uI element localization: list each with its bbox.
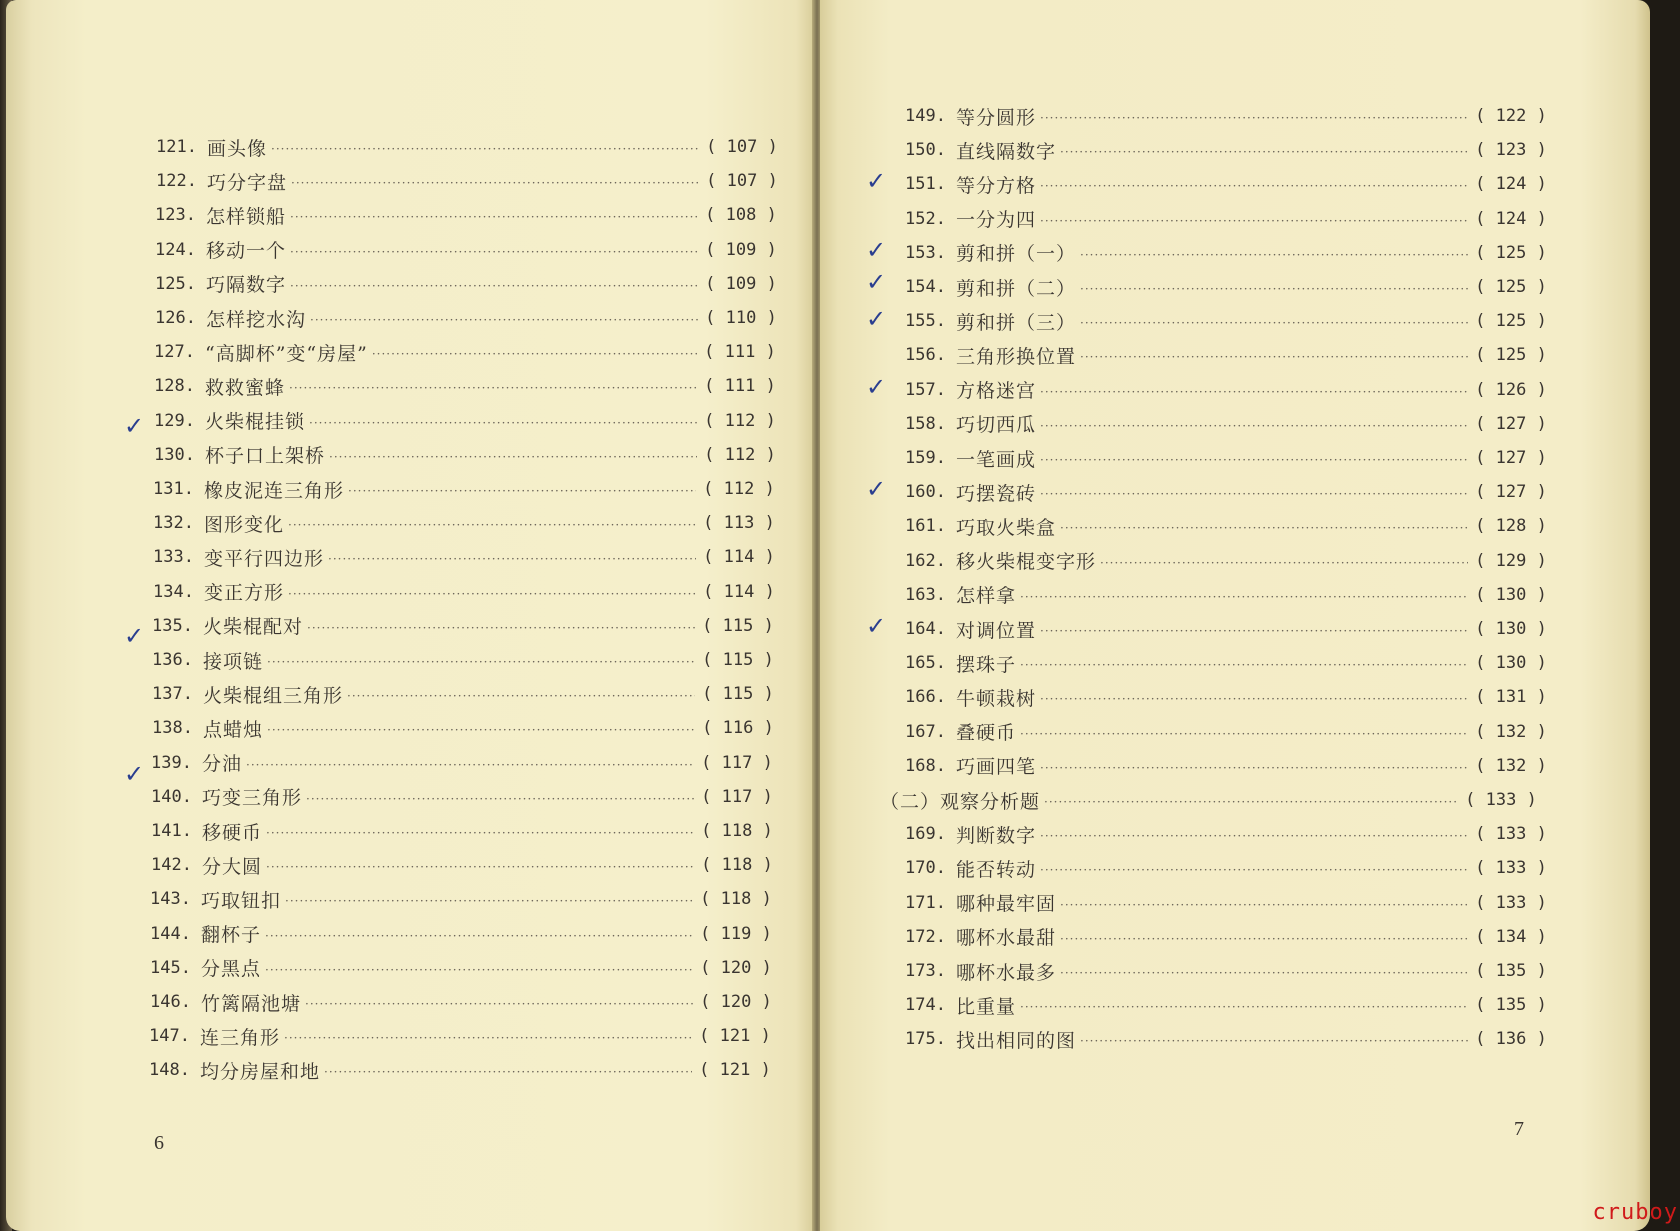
toc-entry [890, 612, 1550, 646]
left-page [6, 0, 818, 1231]
leader-dots [1040, 863, 1468, 877]
toc-entry-page: ( 112 ) [704, 444, 776, 465]
toc-entry-number: 140. [151, 786, 192, 807]
leader-dots [1060, 966, 1468, 980]
leader-dots [1100, 556, 1468, 570]
toc-entry-page: ( 114 ) [703, 581, 775, 602]
toc-entry-title: 救救蜜蜂 [205, 376, 286, 399]
leader-dots [266, 826, 694, 840]
toc-entry-number: 169. [905, 824, 946, 845]
toc-entry-page: ( 127 ) [1475, 482, 1547, 503]
toc-entry-page: ( 131 ) [1475, 687, 1547, 708]
toc-entry-title: 直线隔数字 [956, 140, 1057, 163]
toc-entry [890, 407, 1550, 441]
leader-dots [1020, 727, 1468, 741]
toc-entry-page: ( 127 ) [1475, 448, 1547, 468]
leader-dots [290, 210, 698, 224]
left-page-number: 6 [154, 1132, 164, 1154]
leader-dots [309, 416, 697, 430]
leader-dots [1020, 590, 1468, 604]
toc-entry-title: 牛顿栽树 [956, 687, 1037, 710]
check-mark-icon: ✓ [866, 612, 887, 640]
toc-entry-page: ( 109 ) [705, 239, 777, 260]
toc-entry-number: 160. [905, 482, 946, 503]
toc-entry-page: ( 108 ) [705, 205, 777, 226]
leader-dots [290, 245, 698, 259]
toc-entry [135, 882, 775, 916]
toc-entry-number: 124. [155, 239, 196, 260]
toc-entry-title: 巧取钮扣 [201, 889, 282, 912]
toc-entry-number: 155. [905, 311, 946, 332]
toc-entry [135, 951, 775, 985]
toc-entry [890, 954, 1550, 988]
toc-entry [890, 304, 1550, 338]
leader-dots [324, 1065, 692, 1079]
leader-dots [288, 587, 696, 601]
toc-entry-number: 154. [905, 277, 946, 297]
toc-entry [890, 988, 1550, 1022]
toc-entry-page: ( 136 ) [1475, 1029, 1547, 1050]
toc-entry-page: ( 123 ) [1475, 140, 1547, 161]
toc-entry [135, 985, 775, 1019]
toc-entry-title: 均分房屋和地 [200, 1060, 321, 1083]
toc-entry-number: 144. [150, 923, 191, 944]
check-mark-icon: ✓ [866, 167, 887, 195]
toc-entry [139, 404, 779, 438]
leader-dots [328, 552, 696, 566]
toc-entry-title: 分大圆 [202, 855, 263, 878]
toc-entry-title: 一分为四 [956, 209, 1037, 232]
toc-entry [890, 817, 1550, 851]
toc-entry-page: ( 107 ) [706, 171, 778, 192]
toc-entry [138, 506, 778, 540]
toc-entry-page: ( 115 ) [702, 650, 774, 670]
toc-entry-number: 131. [153, 479, 194, 499]
toc-entry-page: ( 127 ) [1475, 413, 1547, 434]
leader-dots [1020, 1000, 1468, 1014]
toc-entry [139, 369, 779, 403]
toc-entry-page: ( 115 ) [702, 615, 774, 636]
toc-entry [890, 99, 1550, 133]
leader-dots [1060, 898, 1468, 912]
toc-section-heading [880, 783, 1540, 817]
toc-entry-page: ( 117 ) [701, 752, 773, 773]
toc-entry [138, 540, 778, 574]
toc-entry-number: 146. [150, 992, 191, 1012]
toc-entry [136, 780, 776, 814]
toc-entry-number: 121. [156, 137, 197, 157]
toc-entry-number: 145. [150, 957, 191, 978]
check-mark-icon: ✓ [124, 622, 145, 650]
leader-dots [285, 894, 693, 908]
toc-entry-title: （二）观察分析题 [880, 790, 1041, 813]
toc-entry-title: 巧切西瓜 [956, 414, 1037, 437]
leader-dots [307, 621, 695, 635]
toc-entry-title: 连三角形 [200, 1026, 281, 1049]
toc-entry-number: 151. [905, 174, 946, 195]
toc-entry-title: 对调位置 [956, 619, 1037, 642]
toc-entry-title: 巧画四笔 [956, 756, 1037, 779]
toc-entry-page: ( 126 ) [1475, 379, 1547, 400]
toc-entry-number: 123. [155, 205, 196, 226]
toc-entry [890, 475, 1550, 509]
toc-entry-title: 一笔画成 [956, 448, 1037, 471]
toc-entry-page: ( 133 ) [1465, 790, 1537, 810]
toc-entry [140, 198, 780, 232]
leader-dots [288, 518, 696, 532]
leader-dots [246, 758, 694, 772]
toc-entry-title: 巧取火柴盒 [956, 516, 1057, 539]
leader-dots [267, 723, 695, 737]
leader-dots [310, 313, 698, 327]
toc-entry-page: ( 112 ) [704, 410, 776, 431]
leader-dots [289, 381, 697, 395]
toc-entry-number: 136. [152, 650, 193, 670]
toc-entry-title: 火柴棍配对 [203, 616, 304, 639]
toc-entry-title: 移火柴棍变字形 [956, 551, 1097, 574]
toc-entry-page: ( 134 ) [1475, 926, 1547, 947]
toc-entry-page: ( 125 ) [1475, 277, 1547, 297]
toc-entry-number: 152. [905, 208, 946, 229]
toc-entry-number: 126. [155, 308, 196, 328]
toc-entry-number: 135. [152, 615, 193, 636]
toc-entry-page: ( 112 ) [703, 479, 775, 499]
toc-entry-title: 移硬币 [202, 821, 263, 844]
toc-entry-page: ( 130 ) [1475, 653, 1547, 674]
toc-entry-number: 173. [905, 961, 946, 981]
toc-entry [140, 301, 780, 335]
toc-entry [140, 233, 780, 267]
toc-entry-number: 168. [905, 755, 946, 776]
leader-dots [347, 689, 695, 703]
toc-entry [136, 746, 776, 780]
toc-entry-page: ( 120 ) [700, 957, 772, 978]
toc-entry [134, 1019, 774, 1053]
toc-entry-number: 132. [153, 513, 194, 534]
leader-dots [1080, 316, 1468, 330]
toc-entry-title: 怎样挖水沟 [206, 308, 307, 331]
toc-entry [890, 373, 1550, 407]
toc-entry-title: 剪和拼（一） [956, 243, 1077, 266]
toc-entry-title: 分黑点 [201, 958, 262, 981]
toc-entry [137, 711, 777, 745]
toc-entry-number: 147. [149, 1026, 190, 1047]
leader-dots [329, 450, 697, 464]
leader-dots [1060, 521, 1468, 535]
toc-entry-number: 175. [905, 1029, 946, 1050]
toc-entry-page: ( 114 ) [703, 547, 775, 568]
toc-entry-page: ( 133 ) [1475, 824, 1547, 845]
toc-entry-number: 157. [905, 379, 946, 400]
toc-entry-number: 167. [905, 721, 946, 742]
right-page [820, 0, 1650, 1231]
toc-entry-number: 163. [905, 584, 946, 605]
toc-entry-page: ( 119 ) [700, 923, 772, 944]
toc-entry-page: ( 121 ) [699, 1060, 771, 1081]
toc-entry-page: ( 133 ) [1475, 892, 1547, 913]
toc-entry [890, 646, 1550, 680]
toc-entry-page: ( 118 ) [700, 889, 772, 910]
toc-entry-page: ( 118 ) [701, 855, 773, 876]
toc-entry-page: ( 118 ) [701, 821, 773, 841]
toc-entry-title: 移动一个 [206, 240, 287, 263]
leader-dots [1040, 111, 1468, 125]
toc-entry [890, 851, 1550, 885]
toc-entry [890, 920, 1550, 954]
toc-entry [140, 267, 780, 301]
toc-entry-page: ( 111 ) [704, 376, 776, 397]
toc-entry [136, 848, 776, 882]
toc-entry-title: 剪和拼（三） [956, 311, 1077, 334]
toc-entry-page: ( 124 ) [1475, 174, 1547, 195]
toc-entry-number: 153. [905, 242, 946, 263]
leader-dots [1080, 248, 1468, 262]
toc-entry-number: 137. [152, 684, 193, 705]
toc-entry-title: 分油 [202, 753, 243, 776]
toc-entry-page: ( 128 ) [1475, 516, 1547, 537]
toc-entry-number: 166. [905, 687, 946, 708]
toc-entry-number: 172. [905, 926, 946, 947]
toc-entry-number: 148. [149, 1060, 190, 1081]
check-mark-icon: ✓ [866, 475, 887, 503]
toc-entry [890, 133, 1550, 167]
leader-dots [305, 997, 693, 1011]
toc-entry-title: 杯子口上架桥 [205, 445, 326, 468]
toc-entry-title: 巧摆瓷砖 [956, 482, 1037, 505]
toc-entry-page: ( 120 ) [700, 992, 772, 1012]
toc-entry [890, 1022, 1550, 1056]
toc-entry-page: ( 135 ) [1475, 995, 1547, 1016]
toc-entry-title: 变正方形 [204, 582, 285, 605]
toc-entry-title: 点蜡烛 [203, 718, 264, 741]
toc-entry-page: ( 115 ) [702, 684, 774, 705]
toc-entry-number: 125. [155, 273, 196, 294]
toc-entry-title: 翻杯子 [201, 924, 262, 947]
leader-dots [1040, 214, 1468, 228]
leader-dots [306, 792, 694, 806]
toc-entry-page: ( 124 ) [1475, 208, 1547, 229]
toc-entry-title: 火柴棍挂锁 [205, 411, 306, 434]
toc-entry-title: 摆珠子 [956, 653, 1017, 676]
toc-entry-title: 叠硬币 [956, 722, 1017, 745]
toc-entry-title: 哪杯水最甜 [956, 927, 1057, 950]
leader-dots [1040, 829, 1468, 843]
toc-entry [890, 680, 1550, 714]
toc-entry-page: ( 117 ) [701, 786, 773, 807]
watermark: cruboy [1592, 1200, 1678, 1225]
leader-dots [1040, 385, 1468, 399]
leader-dots [1020, 658, 1468, 672]
leader-dots [1080, 1034, 1468, 1048]
toc-entry-title: 竹篱隔池塘 [201, 992, 302, 1015]
toc-entry-title: 怎样拿 [956, 585, 1017, 608]
check-mark-icon: ✓ [866, 268, 887, 296]
toc-entry [890, 441, 1550, 475]
toc-entry-title: 三角形换位置 [956, 345, 1077, 368]
leader-dots [265, 963, 693, 977]
toc-entry [890, 715, 1550, 749]
toc-entry-title: 等分圆形 [956, 106, 1037, 129]
toc-entry [137, 677, 777, 711]
leader-dots [1040, 179, 1468, 193]
toc-entry-number: 139. [151, 752, 192, 773]
toc-entry [139, 438, 779, 472]
toc-entry-number: 127. [154, 342, 195, 363]
right-page-number: 7 [1514, 1118, 1524, 1140]
toc-entry-title: 画头像 [207, 137, 268, 160]
leader-dots [1044, 795, 1458, 809]
leader-dots [1040, 453, 1468, 467]
toc-entry-title: 巧变三角形 [202, 787, 303, 810]
toc-entry-title: 火柴棍组三角形 [203, 684, 344, 707]
toc-entry-page: ( 125 ) [1475, 242, 1547, 263]
toc-entry-number: 130. [154, 444, 195, 465]
leader-dots [1040, 624, 1468, 638]
toc-entry-page: ( 110 ) [705, 308, 777, 328]
toc-entry-page: ( 129 ) [1475, 550, 1547, 571]
toc-entry-number: 134. [153, 581, 194, 602]
leader-dots [348, 484, 696, 498]
check-mark-icon: ✓ [866, 236, 887, 264]
toc-entry [890, 202, 1550, 236]
toc-entry-title: 能否转动 [956, 858, 1037, 881]
toc-entry-title: 比重量 [956, 995, 1017, 1018]
toc-entry [890, 338, 1550, 372]
toc-entry-page: ( 132 ) [1475, 721, 1547, 742]
toc-entry-page: ( 135 ) [1475, 961, 1547, 981]
toc-entry-number: 159. [905, 448, 946, 468]
toc-entry-number: 133. [153, 547, 194, 568]
toc-entry-number: 158. [905, 413, 946, 434]
toc-entry-title: 变平行四边形 [204, 547, 325, 570]
toc-entry-page: ( 107 ) [706, 137, 778, 157]
leader-dots [267, 655, 695, 669]
toc-entry-page: ( 109 ) [705, 273, 777, 294]
toc-entry-page: ( 133 ) [1475, 858, 1547, 879]
toc-entry-number: 165. [905, 653, 946, 674]
toc-entry-number: 122. [156, 171, 197, 192]
toc-entry-page: ( 125 ) [1475, 311, 1547, 332]
toc-entry-title: 巧隔数字 [206, 274, 287, 297]
toc-entry [890, 236, 1550, 270]
toc-entry-number: 174. [905, 995, 946, 1016]
check-mark-icon: ✓ [866, 305, 887, 333]
toc-entry-number: 128. [154, 376, 195, 397]
toc-entry-title: “高脚杯”变“房屋” [205, 342, 368, 365]
leader-dots [1040, 761, 1468, 775]
toc-entry-page: ( 125 ) [1475, 345, 1547, 366]
toc-entry [890, 270, 1550, 304]
toc-entry-number: 156. [905, 345, 946, 366]
toc-entry-title: 哪种最牢固 [956, 893, 1057, 916]
toc-entry-page: ( 111 ) [704, 342, 776, 363]
leader-dots [1080, 350, 1468, 364]
toc-entry-title: 剪和拼（二） [956, 277, 1077, 300]
toc-entry-page: ( 116 ) [702, 718, 774, 739]
toc-entry-number: 129. [154, 410, 195, 431]
leader-dots [265, 929, 693, 943]
toc-entry-number: 170. [905, 858, 946, 879]
toc-entry [136, 814, 776, 848]
toc-entry-number: 143. [150, 889, 191, 910]
toc-entry-title: 图形变化 [204, 513, 285, 536]
toc-entry [890, 509, 1550, 543]
toc-entry-page: ( 130 ) [1475, 619, 1547, 639]
toc-entry-title: 怎样锁船 [206, 205, 287, 228]
toc-entry-title: 哪杯水最多 [956, 961, 1057, 984]
toc-entry-number: 138. [152, 718, 193, 739]
leader-dots [291, 176, 699, 190]
toc-entry [141, 164, 781, 198]
toc-entry-title: 橡皮泥连三角形 [204, 479, 345, 502]
leader-dots [284, 1031, 692, 1045]
toc-entry-number: 171. [905, 892, 946, 913]
toc-entry-number: 164. [905, 619, 946, 639]
leader-dots [1080, 282, 1468, 296]
toc-entry-title: 巧分字盘 [207, 171, 288, 194]
toc-entry [890, 167, 1550, 201]
toc-entry-title: 找出相同的图 [956, 1029, 1077, 1052]
toc-entry-number: 162. [905, 550, 946, 571]
leader-dots [1040, 419, 1468, 433]
toc-entry [890, 544, 1550, 578]
toc-entry-page: ( 113 ) [703, 513, 775, 534]
check-mark-icon: ✓ [124, 760, 145, 788]
toc-entry [890, 578, 1550, 612]
leader-dots [271, 142, 699, 156]
toc-entry-number: 161. [905, 516, 946, 537]
toc-entry [135, 917, 775, 951]
toc-entry [137, 609, 777, 643]
toc-entry-title: 判断数字 [956, 824, 1037, 847]
toc-entry-page: ( 130 ) [1475, 584, 1547, 605]
leader-dots [266, 860, 694, 874]
toc-entry-number: 149. [905, 106, 946, 126]
toc-entry-number: 150. [905, 140, 946, 161]
toc-entry [139, 335, 779, 369]
leader-dots [290, 279, 698, 293]
toc-entry-title: 方格迷宫 [956, 380, 1037, 403]
leader-dots [1040, 487, 1468, 501]
toc-entry [141, 130, 781, 164]
toc-entry-page: ( 121 ) [699, 1026, 771, 1047]
toc-entry [138, 575, 778, 609]
leader-dots [1040, 692, 1468, 706]
toc-entry [890, 886, 1550, 920]
leader-dots [1060, 145, 1468, 159]
toc-entry-number: 141. [151, 821, 192, 841]
toc-entry-page: ( 132 ) [1475, 755, 1547, 776]
toc-entry [890, 749, 1550, 783]
toc-entry-number: 142. [151, 855, 192, 876]
toc-entry-title: 等分方格 [956, 174, 1037, 197]
toc-entry-title: 接项链 [203, 650, 264, 673]
toc-entry [137, 643, 777, 677]
leader-dots [1060, 932, 1468, 946]
toc-entry [134, 1053, 774, 1087]
leader-dots [372, 347, 697, 361]
check-mark-icon: ✓ [124, 412, 145, 440]
check-mark-icon: ✓ [866, 373, 887, 401]
toc-entry-page: ( 122 ) [1475, 106, 1547, 126]
toc-entry [138, 472, 778, 506]
